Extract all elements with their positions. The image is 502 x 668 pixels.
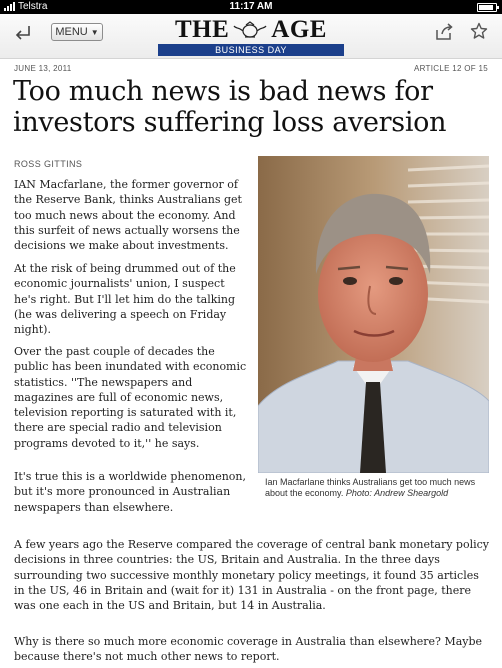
carrier-name: Telstra (18, 1, 48, 12)
article-photo[interactable] (258, 156, 489, 473)
article-position: ARTICLE 12 OF 15 (413, 64, 488, 73)
crest-icon (233, 21, 267, 39)
article-paragraph: Why is there so much more economic coverage in Australia than elsewhere? Maybe because there's not much other news to report. (14, 635, 483, 664)
article-paragraph: Over the past couple of decades the public has been inundated with economic statistics. ''The newspapers and magazines are full of economic news, television reporting is saturated with it, there are special radio and television programs devoted to it,'' he says. (14, 345, 247, 450)
article-date: JUNE 13, 2011 (14, 64, 72, 73)
star-icon[interactable] (470, 22, 488, 40)
photo-caption (265, 477, 485, 498)
article-headline: Too much news is bad news for investors suffering loss aversion (13, 76, 447, 138)
article-paragraph: IAN Macfarlane, the former governor of the Reserve Bank, thinks Australians get too much news about the economy. And this surfeit of news actually worsens the decisions we make about investments. (14, 178, 242, 253)
masthead-word-the: THE (175, 16, 230, 43)
photo-credit: Photo: Andrew Sheargold (345, 487, 449, 498)
toolbar (0, 14, 502, 59)
article-paragraph: It's true this is a worldwide phenomenon, but it's more pronounced in Australian newspapers than elsewhere. (14, 470, 246, 514)
byline: ROSS GITTINS (14, 159, 83, 169)
menu-button-label: MENU (55, 26, 88, 38)
masthead-logo (158, 17, 344, 57)
article-paragraph: At the risk of being drummed out of the economic journalists' union, I suspect he's right. But I'll let him do the talking (he was delivering a speech on Friday night). (14, 262, 236, 337)
battery-icon (477, 3, 497, 12)
article-paragraph: A few years ago the Reserve compared the coverage of central bank monetary policy decisions in three countries: the US, Britain and Australia. In the three days surrounding two successive monthly monetary policy meetings, it found 35 articles in the US, 46 in Britain and (wait for it) 131 in Australia - on the front page, there was one each in the US and Britain, but 14 in Australia. (14, 538, 489, 613)
section-label: BUSINESS DAY (158, 44, 344, 56)
chevron-down-icon: ▼ (90, 27, 99, 37)
status-bar (0, 0, 502, 14)
share-icon[interactable] (434, 22, 454, 42)
clock: 11:17 AM (229, 1, 273, 12)
menu-button[interactable] (51, 23, 103, 41)
masthead-word-age: AGE (271, 16, 327, 43)
caption-text: Ian Macfarlane thinks Australians get too much news about the economy. (265, 477, 476, 498)
back-arrow-icon[interactable] (12, 22, 34, 42)
